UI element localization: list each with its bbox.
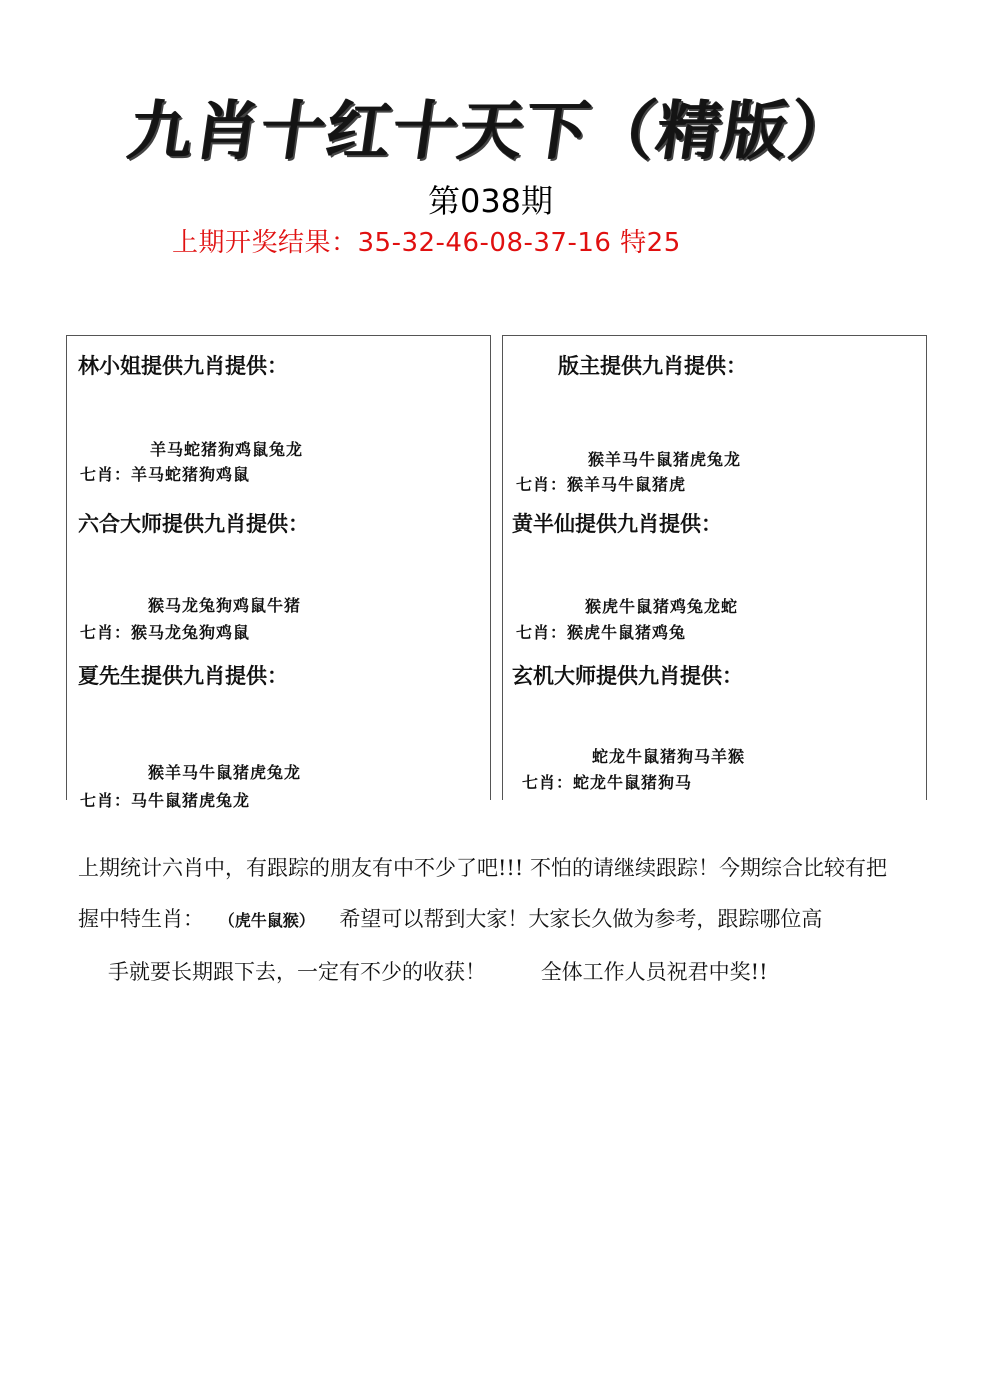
center-divider-left — [490, 335, 491, 800]
right-border — [926, 335, 927, 800]
right-heading-3: 玄机大师提供九肖提供： — [512, 663, 743, 688]
left-nine-2: 猴马龙兔狗鸡鼠牛猪 — [148, 596, 302, 615]
footer-line-3: 手就要长期跟下去，一定有不少的收获！ 全体工作人员祝君中奖!! — [108, 960, 768, 984]
right-seven-1: 七肖：猴羊马牛鼠猪虎 — [516, 475, 687, 494]
issue-number: 第038期 — [427, 182, 554, 220]
left-seven-1: 七肖：羊马蛇猪狗鸡鼠 — [80, 465, 251, 484]
footer-line-1: 上期统计六肖中，有跟踪的朋友有中不少了吧!!! 不怕的请继续跟踪！今期综合比较有把 — [78, 856, 887, 880]
right-heading-1: 版主提供九肖提供： — [558, 353, 747, 378]
page-title: 九肖十红十天下（精版） — [123, 95, 861, 169]
left-heading-3: 夏先生提供九肖提供： — [78, 663, 288, 688]
right-nine-2: 猴虎牛鼠猪鸡兔龙蛇 — [585, 597, 739, 616]
left-heading-1: 林小姐提供九肖提供： — [78, 353, 288, 378]
last-result: 上期开奖结果：35-32-46-08-37-16 特25 — [172, 228, 681, 258]
right-seven-2: 七肖：猴虎牛鼠猪鸡兔 — [516, 623, 687, 642]
right-top-border — [502, 335, 926, 336]
right-seven-3: 七肖：蛇龙牛鼠猪狗马 — [522, 773, 693, 792]
footer-line-2: 握中特生肖： （虎牛鼠猴） 希望可以帮到大家！大家长久做为参考，跟踪哪位高 — [78, 907, 823, 931]
left-nine-1: 羊马蛇猪狗鸡鼠兔龙 — [150, 440, 304, 459]
right-heading-2: 黄半仙提供九肖提供： — [512, 511, 722, 536]
special-pick: （虎牛鼠猴） — [218, 911, 315, 930]
left-top-border — [66, 335, 490, 336]
left-seven-2: 七肖：猴马龙兔狗鸡鼠 — [80, 623, 251, 642]
center-divider-right — [502, 335, 503, 800]
left-heading-2: 六合大师提供九肖提供： — [78, 511, 309, 536]
left-border — [66, 335, 67, 800]
right-nine-1: 猴羊马牛鼠猪虎兔龙 — [588, 450, 742, 469]
left-nine-3: 猴羊马牛鼠猪虎兔龙 — [148, 763, 302, 782]
left-seven-3: 七肖：马牛鼠猪虎兔龙 — [80, 791, 251, 810]
right-nine-3: 蛇龙牛鼠猪狗马羊猴 — [592, 747, 746, 766]
